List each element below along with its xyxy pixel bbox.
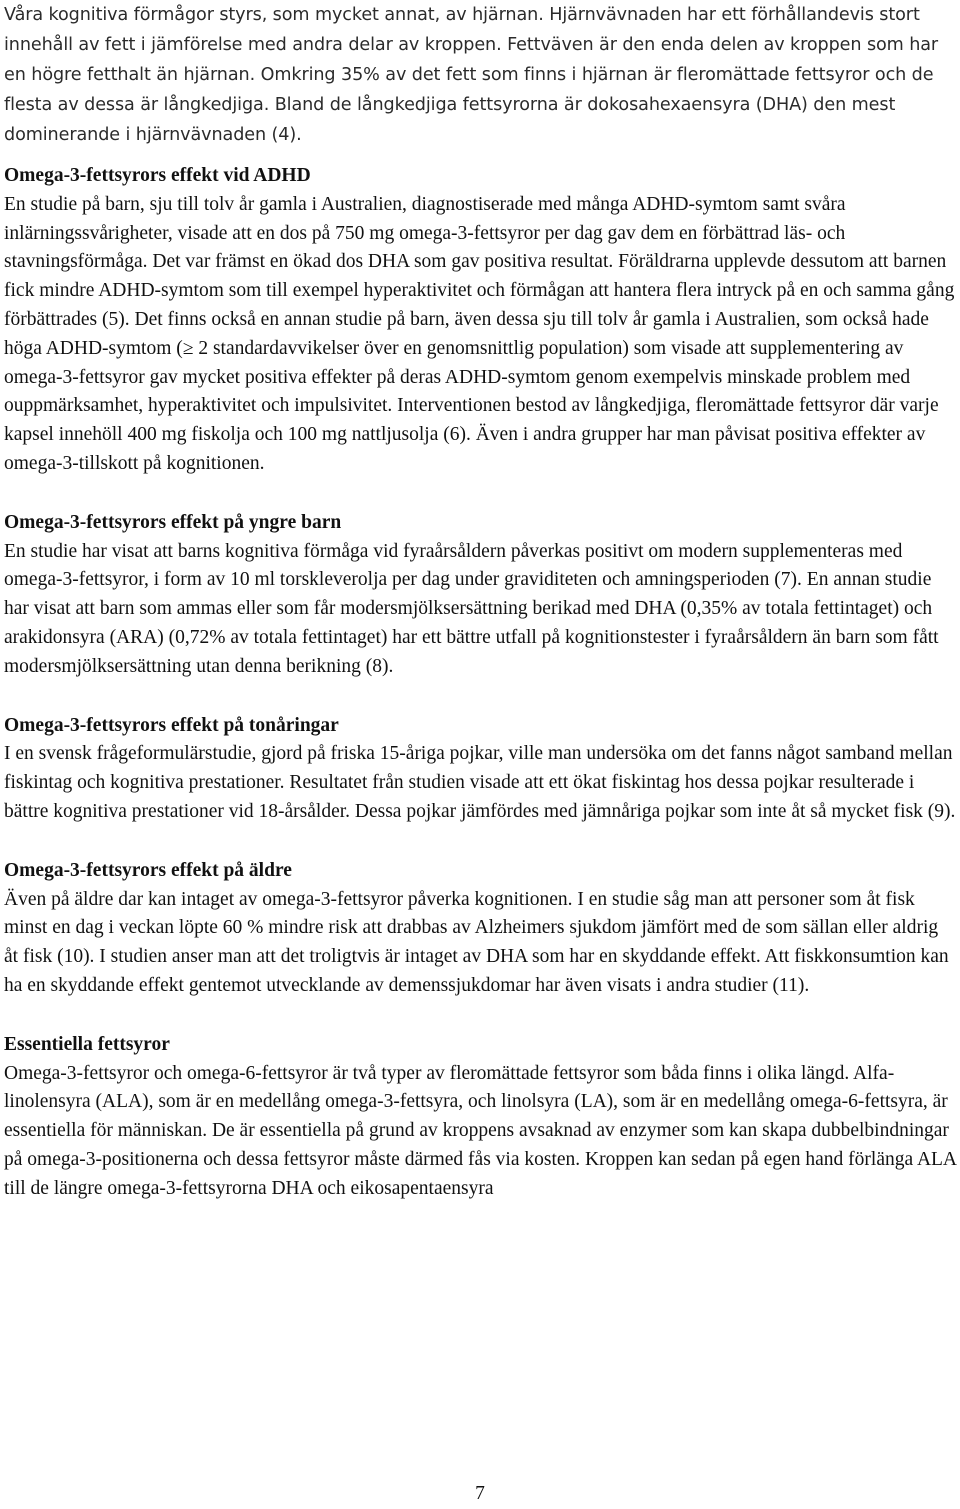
section-body: I en svensk frågeformulärstudie, gjord på friska 15-åriga pojkar, ville man undersöka om det fanns något samband mellan fiskintag och kognitiva prestationer. Resultatet från studien visade att ett ökat fiskintag hos dessa pojkar resulterade i bättre kognitiva prestationer vid 18-årsålder. Dessa pojkar jämfördes med jämnåriga pojkar som inte åt så mycket fisk (9).	[4, 743, 956, 822]
section-adhd	[4, 162, 956, 479]
section-heading: Omega-3-fettsyrors effekt på tonåringar	[4, 714, 339, 736]
page-number: 7	[475, 1483, 485, 1504]
section-young-children	[4, 509, 956, 682]
section-heading: Essentiella fettsyror	[4, 1033, 170, 1055]
section-teenagers	[4, 712, 956, 827]
section-heading: Omega-3-fettsyrors effekt på yngre barn	[4, 511, 342, 533]
section-body: En studie har visat att barns kognitiva förmåga vid fyraårsåldern påverkas positivt om modern supplementeras med omega-3-fettsyror, i form av 10 ml torskleverolja per dag under graviditeten och amningsperioden (7). En annan studie har visat att barn som ammas eller som får modersmjölksersättning berikad med DHA (0,35% av totala fettintaget) och arakidonsyra (ARA) (0,72% av totala fettintaget) har ett bättre utfall på kognitionstester i fyraårsåldern än barn som fått modersmjölksersättning utan denna berikning (8).	[4, 540, 939, 677]
section-heading: Omega-3-fettsyrors effekt vid ADHD	[4, 165, 311, 186]
section-body: Även på äldre dar kan intaget av omega-3-fettsyror påverka kognitionen. I en studie såg man att personer som åt fisk minst en dag i veckan löpte 60 % mindre risk att drabbas av Alzheimers sjukdom jämfört med de som sällan eller aldrig åt fisk (10). I studien anser man att det troligtvis är intaget av DHA som har en skyddande effekt. Att fiskkonsumtion kan ha en skyddande effekt gentemot utvecklande av demenssjukdomar har även visats i andra studier (11).	[4, 888, 949, 996]
section-essential-fatty-acids	[4, 1031, 956, 1204]
intro-paragraph: Våra kognitiva förmågor styrs, som mycket annat, av hjärnan. Hjärnvävnaden har ett förhållandevis stort innehåll av fett i jämförelse med andra delar av kroppen. Fettväven är den enda delen av kroppen som har en högre fetthalt än hjärnan. Omkring 35% av det fett som finns i hjärnan är fleromättade fettsyror och de flesta av dessa är långkedjiga. Bland de långkedjiga fettsyrorna är dokosahexaensyra (DHA) den mest dominerande i hjärnvävnaden (4).	[4, 5, 939, 145]
section-body: Omega-3-fettsyror och omega-6-fettsyror är två typer av fleromättade fettsyror som båda finns i olika längd. Alfa-linolensyra (ALA), som är en medellång omega-3-fettsyra, och linolsyra (LA), som är en medellång omega-6-fettsyra, är essentiella för människan. De är essentiella på grund av kroppens avsaknad av enzymer som kan skapa dubbelbindningar på omega-3-positionerna och dessa fettsyror måste därmed fås via kosten. Kroppen kan sedan på egen hand förlänga ALA till de längre omega-3-fettsyrorna DHA och eikosapentaensyra	[4, 1062, 956, 1199]
section-elderly	[4, 857, 956, 1001]
document-page	[4, 0, 956, 1234]
section-heading: Omega-3-fettsyrors effekt på äldre	[4, 859, 292, 881]
section-body: En studie på barn, sju till tolv år gamla i Australien, diagnostiserade med många ADHD-symtom samt svåra inlärningssvårigheter, visade att en dos på 750 mg omega-3-fettsyror per dag gav dem en förbättrad läs- och stavningsförmåga. Det var främst en ökad dos DHA som gav positiva resultat. Föräldrarna upplevde dessutom att barnen fick mindre ADHD-symtom som till exempel hyperaktivitet och förmågan att hantera flera intryck på en och samma gång förbättrades (5). Det finns också en annan studie på barn, även dessa sju till tolv år gamla i Australien, som också hade höga ADHD-symtom (≥ 2 standardavvikelser över en genomsnittlig population) som visade att supplementering av omega-3-fettsyror gav mycket positiva effekter på deras ADHD-symtom genom exempelvis minskade problem med ouppmärksamhet, hyperaktivitet och impulsivitet. Interventionen bestod av långkedjiga, fleromättade fettsyror där varje kapsel innehöll 400 mg fiskolja och 100 mg nattljusolja (6). Även i andra grupper har man påvisat positiva effekter av omega-3-tillskott på kognitionen.	[4, 193, 955, 474]
